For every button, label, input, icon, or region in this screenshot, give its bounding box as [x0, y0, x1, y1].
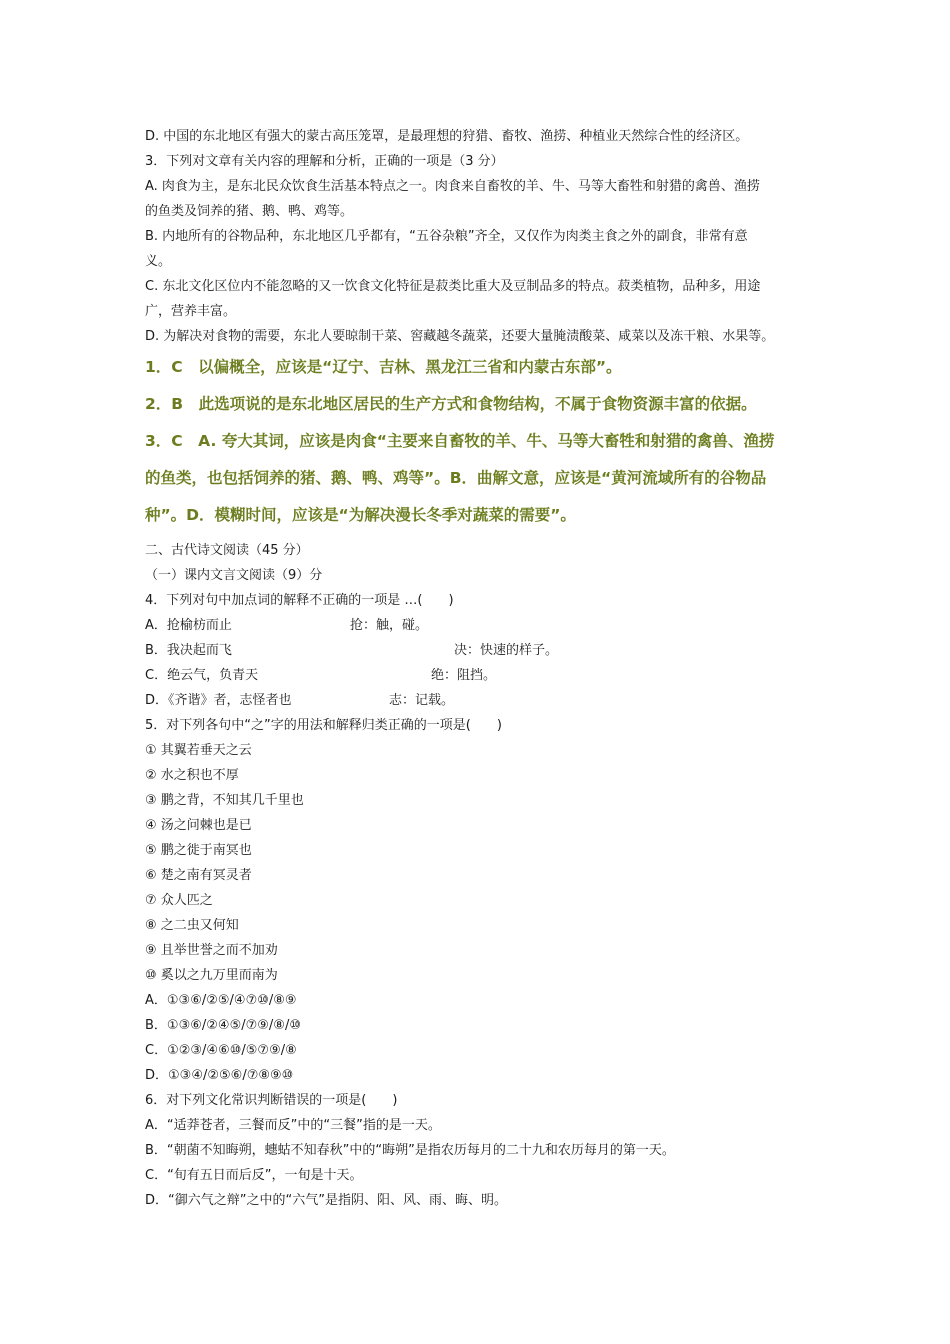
q3-stem: 3．下列对文章有关内容的理解和分析，正确的一项是（3 分） — [145, 154, 504, 169]
q4-option-gloss: 决：快速的样子。 — [454, 643, 559, 658]
q4-option-gloss: 绝：阻挡。 — [431, 668, 497, 683]
answer-2: 2．B 此选项说的是东北地区居民的生产方式和食物结构，不属于食物资源丰富的依据。 — [145, 395, 757, 413]
q4-option — [145, 613, 810, 638]
answer-3-line3: 种”。D．模糊时间，应该是“为解决漫长冬季对蔬菜的需要”。 — [145, 506, 576, 524]
q3-option-a-line2: 的鱼类及饲养的猪、鹅、鸭、鸡等。 — [145, 204, 354, 219]
q5-item: ⑤ 鹏之徙于南冥也 — [145, 843, 252, 858]
q5-stem: 5．对下列各句中“之”字的用法和解释归类正确的一项是( ) — [145, 718, 502, 733]
q3-option-d: D. 为解决对食物的需要，东北人要晾制干菜、窖藏越冬蔬菜，还要大量腌渍酸菜、咸菜以及冻干粮、水果等。 — [145, 329, 775, 344]
q5-item: ⑩ 奚以之九万里而南为 — [145, 968, 278, 983]
q3-option-a-line1: A. 肉食为主，是东北民众饮食生活基本特点之一。肉食来自畜牧的羊、牛、马等大畜牲和射猎的禽兽、渔捞 — [145, 179, 760, 194]
q6-option: D．“御六气之辩”之中的“六气”是指阴、阳、风、雨、晦、明。 — [145, 1193, 507, 1208]
q3-option-b-line1: B. 内地所有的谷物品种，东北地区几乎都有，“五谷杂粮”齐全，又仅作为肉类主食之外的副食，非常有意 — [145, 229, 748, 244]
q5-option: C．①②③/④⑥⑩/⑤⑦⑨/⑧ — [145, 1043, 297, 1058]
q5-item: ⑦ 众人匹之 — [145, 893, 213, 908]
q3-option-b-line2: 义。 — [145, 254, 172, 269]
q4-option-gloss: 抢：触，碰。 — [350, 618, 429, 633]
q3-option-c-line1: C. 东北文化区位内不能忽略的又一饮食文化特征是菽类比重大及豆制品多的特点。菽类植物，品种多，用途 — [145, 279, 761, 294]
q5-item: ⑨ 且举世誉之而不加劝 — [145, 943, 278, 958]
q4-option — [145, 638, 810, 663]
q2-option-d: D. 中国的东北地区有强大的蒙古高压笼罩，是最理想的狩猎、畜牧、渔捞、种植业天然综合性的经济区。 — [145, 129, 749, 144]
section-title: 二、古代诗文阅读（45 分） — [145, 543, 309, 558]
q4-option — [145, 663, 810, 688]
q4-stem: 4．下列对句中加点词的解释不正确的一项是 …( ) — [145, 593, 454, 608]
q5-item: ① 其翼若垂天之云 — [145, 743, 252, 758]
q4-option-text: A．抢榆枋而止 — [145, 618, 232, 633]
q5-option: A．①③⑥/②⑤/④⑦⑩/⑧⑨ — [145, 993, 297, 1008]
q6-option: B．“朝菌不知晦朔，蟪蛄不知春秋”中的“晦朔”是指农历每月的二十九和农历每月的第一天。 — [145, 1143, 675, 1158]
q4-option — [145, 688, 810, 713]
q5-item: ④ 汤之问棘也是已 — [145, 818, 252, 833]
answer-3-line2: 的鱼类，也包括饲养的猪、鹅、鸭、鸡等”。B．曲解文意，应该是“黄河流域所有的谷物品 — [145, 469, 767, 487]
q4-option-gloss: 志：记载。 — [389, 693, 455, 708]
q5-item: ⑧ 之二虫又何知 — [145, 918, 239, 933]
q5-item: ③ 鹏之背，不知其几千里也 — [145, 793, 304, 808]
q6-stem: 6．对下列文化常识判断错误的一项是( ) — [145, 1093, 398, 1108]
q4-option-text: B．我决起而飞 — [145, 643, 232, 658]
q5-option: D．①③④/②⑤⑥/⑦⑧⑨⑩ — [145, 1068, 294, 1083]
document-page — [145, 124, 810, 1213]
answer-3-line1: 3．C A. 夸大其词，应该是肉食“主要来自畜牧的羊、牛、马等大畜牲和射猎的禽兽、渔捞 — [145, 432, 775, 450]
q6-option: C．“旬有五日而后反”，一旬是十天。 — [145, 1168, 363, 1183]
subsection-title: （一）课内文言文阅读（9）分 — [145, 568, 323, 583]
q4-option-text: C．绝云气，负青天 — [145, 668, 259, 683]
q5-item: ② 水之积也不厚 — [145, 768, 239, 783]
q6-option: A．“适莽苍者，三餐而反”中的“三餐”指的是一天。 — [145, 1118, 441, 1133]
q5-option: B．①③⑥/②④⑤/⑦⑨/⑧/⑩ — [145, 1018, 301, 1033]
q5-item: ⑥ 楚之南有冥灵者 — [145, 868, 252, 883]
q3-option-c-line2: 广，营养丰富。 — [145, 304, 237, 319]
q4-option-text: D．《齐谐》者，志怪者也 — [145, 693, 292, 708]
answer-1: 1．C 以偏概全，应该是“辽宁、吉林、黑龙江三省和内蒙古东部”。 — [145, 358, 622, 376]
